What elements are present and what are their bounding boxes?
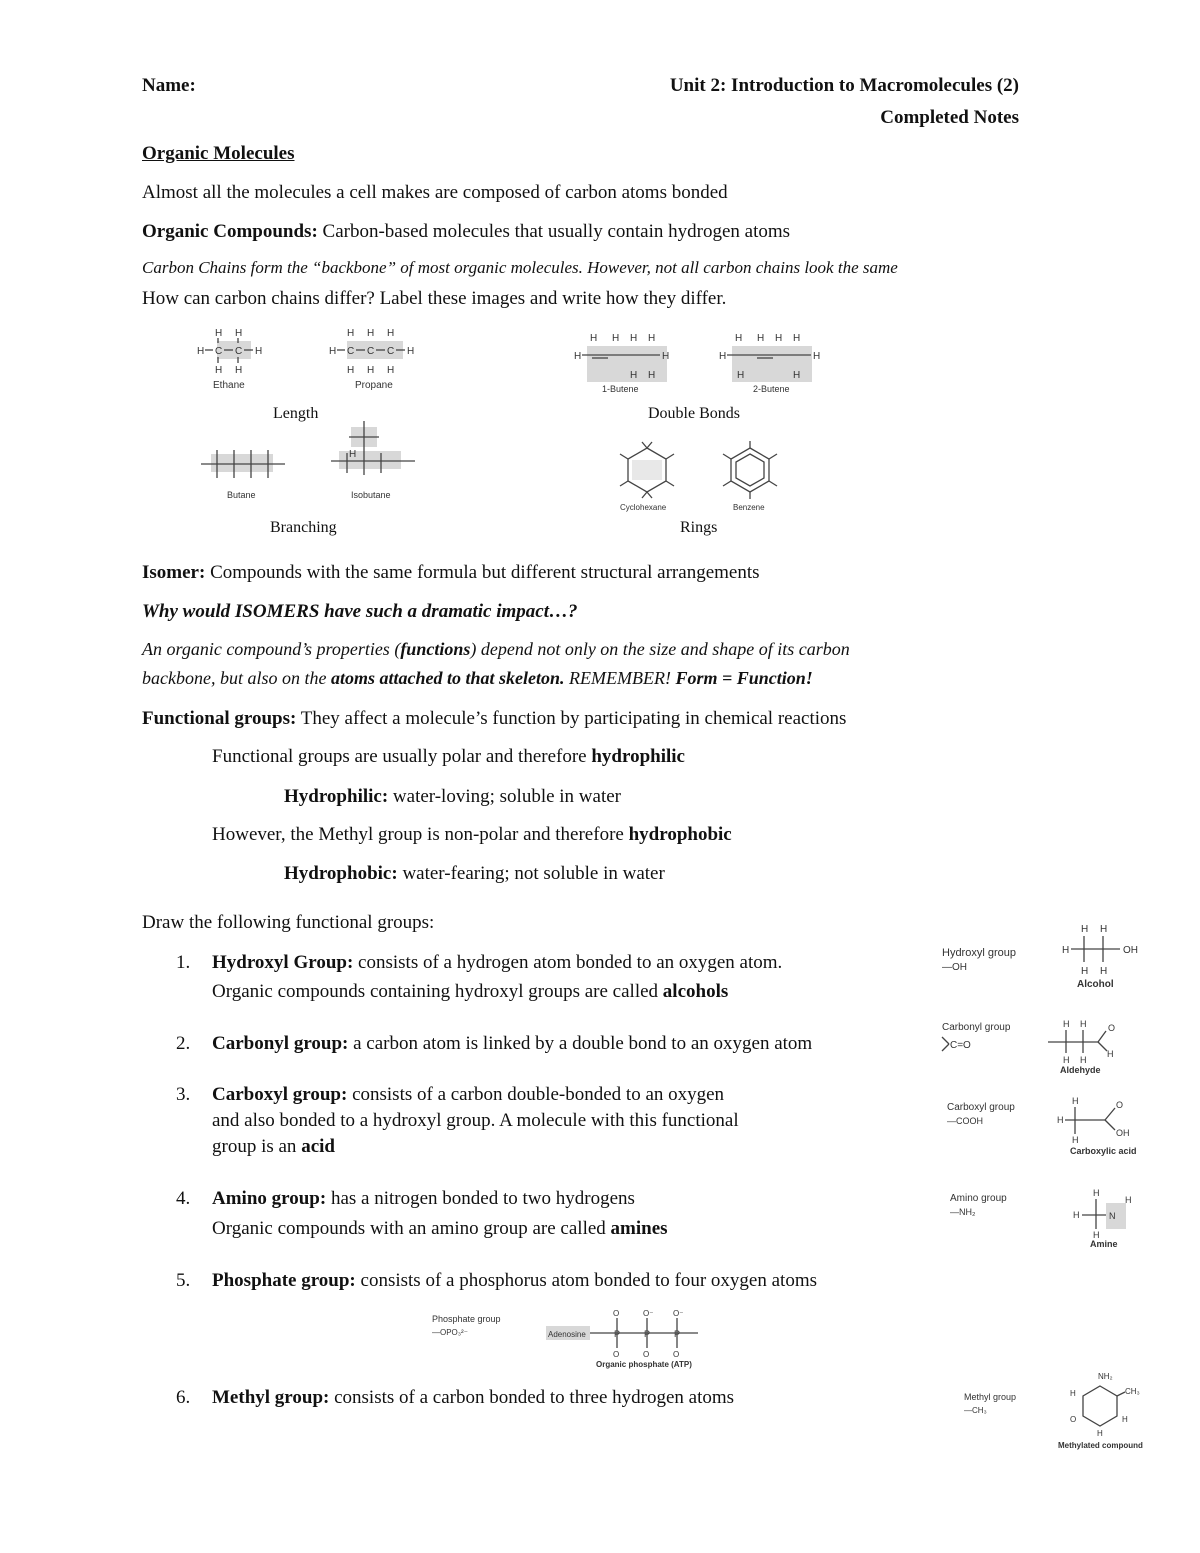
- methyl-group-line-1: [212, 1387, 734, 1409]
- hydrophobic-text: water-fearing; not soluble in water: [397, 863, 665, 884]
- phosphate-fig-molecule: Adenosine: [548, 1330, 586, 1339]
- carbonyl-fig-formula: C=O: [950, 1040, 971, 1051]
- phosphate-fig-atom: O: [613, 1350, 620, 1359]
- properties-line-1: [142, 639, 850, 660]
- phosphate-fig-title: Phosphate group: [432, 1314, 501, 1324]
- group-number: 6.: [176, 1387, 191, 1408]
- amino-fig-atom: H: [1125, 1195, 1132, 1205]
- methyl-line: [212, 824, 732, 846]
- organic-compounds-definition: [142, 221, 790, 243]
- propane-atom: H: [329, 346, 337, 357]
- butene-atom: H: [719, 351, 727, 362]
- carbonyl-fig-atom: H: [1080, 1019, 1087, 1029]
- methyl-hydrophobic: hydrophobic: [628, 824, 732, 845]
- methyl-fig-atom: O: [1070, 1415, 1077, 1424]
- hydroxyl-fig-atom: H: [1062, 945, 1070, 956]
- hydroxyl-fig-formula: —OH: [942, 962, 967, 973]
- carboxyl-fig-title: Carboxyl group: [947, 1102, 1015, 1113]
- phosphate-figure: [430, 1308, 710, 1370]
- functional-groups-term: Functional groups:: [142, 708, 297, 729]
- polar-hydrophilic: hydrophilic: [591, 746, 685, 767]
- ethane-atom: H: [215, 365, 223, 376]
- carbonyl-line-1: [212, 1033, 812, 1055]
- isomer-text: Compounds with the same formula but different structural arrangements: [205, 562, 760, 583]
- amino-fig-atom: N: [1109, 1211, 1116, 1221]
- group-number: 2.: [176, 1033, 191, 1054]
- carboxyl-term: Carboxyl group:: [212, 1084, 348, 1105]
- amino-text: has a nitrogen bonded to two hydrogens: [326, 1188, 635, 1209]
- amino-fig-caption: Amine: [1090, 1239, 1118, 1249]
- amino-term: Amino group:: [212, 1188, 327, 1209]
- butene1-caption: 1-Butene: [602, 384, 639, 394]
- isobutane-caption: Isobutane: [351, 490, 391, 500]
- phosphate-fig-formula: —OPO₃²⁻: [432, 1328, 468, 1337]
- hydroxyl-fig-atom: OH: [1123, 945, 1138, 956]
- propane-atom: H: [367, 365, 375, 376]
- carboxyl-fig-formula: —COOH: [947, 1116, 983, 1126]
- hydroxyl-fig-caption: Alcohol: [1077, 979, 1114, 990]
- label-length: Length: [273, 405, 319, 422]
- ethane-atom: H: [215, 328, 223, 339]
- benzene-diagram: [715, 440, 785, 512]
- propane-atom: C: [387, 346, 395, 357]
- section-heading: Organic Molecules: [142, 143, 295, 164]
- isomer-definition: [142, 562, 760, 584]
- butene-atom: H: [630, 333, 638, 344]
- butane-diagram: [199, 440, 289, 505]
- label-branching: Branching: [270, 519, 337, 536]
- organic-compounds-term: Organic Compounds:: [142, 221, 318, 242]
- group-number: 5.: [176, 1270, 191, 1291]
- amino-text: Organic compounds with an amino group are called: [212, 1218, 611, 1239]
- intro-text: Almost all the molecules a cell makes are composed of carbon atoms bonded: [142, 182, 728, 203]
- butane-caption: Butane: [227, 490, 256, 500]
- carboxyl-fig-atom: O: [1116, 1100, 1124, 1110]
- hydroxyl-term: Hydroxyl Group:: [212, 952, 354, 973]
- methyl-fig-atom: H: [1070, 1389, 1076, 1398]
- carbonyl-fig-atom: O: [1108, 1023, 1116, 1033]
- amino-fig-formula: —NH₂: [950, 1207, 976, 1217]
- butene-atom: H: [775, 333, 783, 344]
- carbonyl-fig-atom: H: [1063, 1055, 1070, 1065]
- group-number: 3.: [176, 1084, 191, 1105]
- properties-atoms-attached: atoms attached to that skeleton.: [330, 668, 565, 688]
- hydrophobic-term: Hydrophobic:: [284, 863, 398, 884]
- hydroxyl-fig-atom: H: [1100, 924, 1108, 935]
- label-rings: Rings: [680, 519, 718, 536]
- amino-fig-title: Amino group: [950, 1193, 1007, 1204]
- polar-text: Functional groups are usually polar and therefore: [212, 746, 592, 767]
- carboxyl-acid: acid: [301, 1136, 335, 1157]
- ethane-atom: C: [215, 346, 223, 357]
- butene1-diagram: [572, 330, 682, 400]
- butene-atom: H: [813, 351, 821, 362]
- properties-text: backbone, but also on the: [142, 668, 331, 688]
- phosphate-fig-atom: O⁻: [673, 1309, 684, 1318]
- cyclohexane-diagram: [612, 440, 682, 512]
- ethane-atom: H: [235, 365, 243, 376]
- carbonyl-fig-atom: H: [1107, 1049, 1114, 1059]
- hydroxyl-fig-atom: H: [1081, 966, 1089, 977]
- carbonyl-term: Carbonyl group:: [212, 1033, 349, 1054]
- hydrophilic-definition: [284, 786, 621, 808]
- phosphate-fig-atom: P: [674, 1329, 681, 1339]
- methyl-figure: [962, 1368, 1152, 1452]
- polar-line: [212, 746, 685, 768]
- butene2-diagram: [717, 330, 827, 400]
- butene-atom: H: [793, 370, 801, 381]
- butene-atom: H: [648, 370, 656, 381]
- chain-question: How can carbon chains differ? Label these images and write how they differ.: [142, 288, 727, 309]
- phosphate-fig-atom: O⁻: [643, 1309, 654, 1318]
- amino-amines: amines: [610, 1218, 668, 1239]
- propane-diagram: [327, 325, 427, 395]
- propane-atom: H: [367, 328, 375, 339]
- carboxyl-fig-atom: H: [1057, 1115, 1064, 1125]
- ethane-caption: Ethane: [213, 380, 245, 391]
- butene-atom: H: [735, 333, 743, 344]
- carbon-chains-note: Carbon Chains form the “backbone” of most organic molecules. However, not all carbon chains look the same: [142, 258, 898, 277]
- hydrophilic-term: Hydrophilic:: [284, 786, 389, 807]
- ethane-diagram: [195, 325, 275, 395]
- carboxyl-fig-caption: Carboxylic acid: [1070, 1146, 1137, 1156]
- hydroxyl-fig-title: Hydroxyl group: [942, 947, 1016, 959]
- ethane-atom: H: [235, 328, 243, 339]
- draw-prompt: Draw the following functional groups:: [142, 912, 435, 933]
- methyl-fig-formula: —CH₃: [964, 1406, 987, 1415]
- phosphate-term: Phosphate group:: [212, 1270, 356, 1291]
- butene-atom: H: [737, 370, 745, 381]
- butene-atom: H: [793, 333, 801, 344]
- hydroxyl-fig-atom: H: [1081, 924, 1089, 935]
- organic-compounds-text: Carbon-based molecules that usually contain hydrogen atoms: [317, 221, 791, 242]
- hydrophobic-definition: [284, 863, 665, 885]
- isobutane-diagram: [329, 415, 419, 505]
- propane-atom: H: [347, 328, 355, 339]
- butene-atom: H: [757, 333, 765, 344]
- properties-line-2: [142, 668, 813, 689]
- propane-atom: C: [347, 346, 355, 357]
- carbonyl-fig-atom: H: [1063, 1019, 1070, 1029]
- amino-fig-atom: H: [1073, 1210, 1080, 1220]
- methyl-fig-atom: CH₃: [1125, 1387, 1140, 1396]
- hydroxyl-text: Organic compounds containing hydroxyl groups are called: [212, 981, 663, 1002]
- propane-atom: H: [387, 328, 395, 339]
- butene-atom: H: [648, 333, 656, 344]
- group-number: 1.: [176, 952, 191, 973]
- hydrophilic-text: water-loving; soluble in water: [388, 786, 622, 807]
- carboxyl-fig-atom: H: [1072, 1096, 1079, 1106]
- butene-atom: H: [590, 333, 598, 344]
- butene-atom: H: [662, 351, 670, 362]
- carboxyl-line-3: [212, 1136, 335, 1158]
- phosphate-line-1: [212, 1270, 817, 1292]
- label-double-bonds: Double Bonds: [648, 405, 740, 422]
- hydroxyl-alcohols: alcohols: [662, 981, 729, 1002]
- group-number: 4.: [176, 1188, 191, 1209]
- butene-atom: H: [612, 333, 620, 344]
- functional-groups-text: They affect a molecule’s function by participating in chemical reactions: [296, 708, 847, 729]
- properties-functions: functions: [400, 639, 471, 659]
- phosphate-fig-atom: P: [614, 1329, 621, 1339]
- carboxyl-text: consists of a carbon double-bonded to an oxygen: [347, 1084, 725, 1105]
- carbonyl-text: a carbon atom is linked by a double bond to an oxygen atom: [348, 1033, 813, 1054]
- carboxyl-figure: [945, 1092, 1155, 1160]
- cyclohexane-caption: Cyclohexane: [620, 503, 667, 512]
- butene2-caption: 2-Butene: [753, 384, 790, 394]
- phosphate-fig-atom: O: [673, 1350, 680, 1359]
- hydroxyl-figure: [940, 920, 1150, 995]
- methyl-fig-atom: NH₂: [1098, 1372, 1113, 1381]
- carboxyl-text: group is an: [212, 1136, 302, 1157]
- butene-atom: H: [574, 351, 582, 362]
- hydroxyl-fig-atom: H: [1100, 966, 1108, 977]
- methyl-fig-title: Methyl group: [964, 1392, 1017, 1402]
- properties-text: An organic compound’s properties (: [142, 639, 401, 659]
- carboxyl-fig-atom: H: [1072, 1135, 1079, 1145]
- unit-title: Unit 2: Introduction to Macromolecules (2): [669, 75, 1019, 96]
- propane-atom: H: [387, 365, 395, 376]
- properties-text: ) depend not only on the size and shape of its carbon: [470, 639, 850, 659]
- isobutane-atom: H: [349, 449, 357, 460]
- hydroxyl-line-2: [212, 981, 728, 1003]
- propane-atom: C: [367, 346, 375, 357]
- properties-text: REMEMBER!: [564, 668, 676, 688]
- amino-figure: [948, 1185, 1148, 1250]
- propane-atom: H: [407, 346, 415, 357]
- butene-atom: H: [630, 370, 638, 381]
- functional-groups-definition: [142, 708, 846, 730]
- properties-form-function: Form = Function!: [675, 668, 813, 688]
- methyl-fig-caption: Methylated compound: [1058, 1441, 1143, 1450]
- name-label: Name:: [142, 75, 196, 96]
- propane-atom: H: [347, 365, 355, 376]
- methyl-fig-atom: H: [1122, 1415, 1128, 1424]
- notes-subtitle: Completed Notes: [880, 107, 1019, 128]
- carbonyl-fig-caption: Aldehyde: [1060, 1065, 1101, 1075]
- phosphate-fig-atom: O: [643, 1350, 650, 1359]
- methyl-fig-atom: H: [1097, 1429, 1103, 1438]
- phosphate-text: consists of a phosphorus atom bonded to four oxygen atoms: [355, 1270, 817, 1291]
- isomer-question: Why would ISOMERS have such a dramatic impact…?: [142, 601, 578, 622]
- carbonyl-fig-title: Carbonyl group: [942, 1022, 1011, 1033]
- ethane-atom: H: [255, 346, 263, 357]
- hydroxyl-text: consists of a hydrogen atom bonded to an oxygen atom.: [353, 952, 783, 973]
- phosphate-fig-atom: P: [644, 1329, 651, 1339]
- propane-caption: Propane: [355, 380, 393, 391]
- isomer-term: Isomer:: [142, 562, 206, 583]
- phosphate-fig-atom: O: [613, 1309, 620, 1318]
- amino-fig-atom: H: [1093, 1230, 1100, 1240]
- carbonyl-figure: [940, 1015, 1150, 1077]
- carboxyl-line-1: [212, 1084, 724, 1106]
- methyl-term: Methyl group:: [212, 1387, 330, 1408]
- benzene-caption: Benzene: [733, 503, 765, 512]
- amino-line-1: [212, 1188, 635, 1210]
- methyl-group-text: consists of a carbon bonded to three hydrogen atoms: [329, 1387, 735, 1408]
- ethane-atom: H: [197, 346, 205, 357]
- phosphate-fig-caption: Organic phosphate (ATP): [596, 1360, 692, 1369]
- hydroxyl-line-1: [212, 952, 782, 974]
- methyl-text: However, the Methyl group is non-polar and therefore: [212, 824, 629, 845]
- amino-fig-atom: H: [1093, 1188, 1100, 1198]
- amino-line-2: [212, 1218, 668, 1240]
- carbonyl-fig-atom: H: [1080, 1055, 1087, 1065]
- carboxyl-line-2: and also bonded to a hydroxyl group. A molecule with this functional: [212, 1110, 739, 1131]
- ethane-atom: C: [235, 346, 243, 357]
- carboxyl-fig-atom: OH: [1116, 1128, 1130, 1138]
